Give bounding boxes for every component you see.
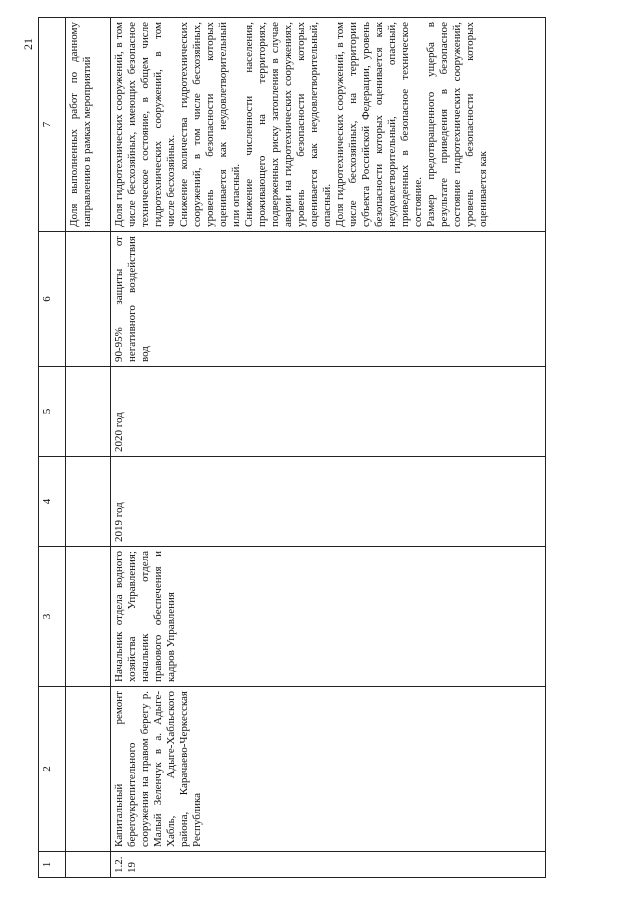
- cont-cell-indicator: Доля выполненных работ по данному направлению в рамках мероприятий: [66, 18, 111, 232]
- measure-name: Капитальный ремонт берегоукрепительного сооружения на правом берегу р. Малый Зеленчук в а. Адыге-Хабль, Адыге-Хабльского района, Карачаево-Черкесская Республика: [111, 687, 546, 852]
- start-year: 2019 год: [111, 457, 546, 547]
- measures-table: [38, 17, 546, 878]
- cont-cell-2: [66, 687, 111, 852]
- col-header-6: 6: [39, 232, 66, 367]
- cont-cell-1: [66, 852, 111, 878]
- col-header-7: 7: [39, 18, 66, 232]
- col-header-3: 3: [39, 547, 66, 687]
- cont-cell-5: [66, 367, 111, 457]
- indicator-text: Доля гидротехнических сооружений, в том числе бесхозяйных, имеющих безопасное техническое состояние, в общем числе гидротехнических сооружений, в том числе бесхозяйных.: [113, 22, 177, 227]
- page-number: 21: [21, 38, 35, 50]
- row-number: 1.2.19: [111, 852, 546, 878]
- responsible-executor: Начальник отдела водного хозяйства Управления; начальник отдела правового обеспечения и кадров Управления: [111, 547, 546, 687]
- expected-result: 90-95% защиты от негативного воздействия вод: [111, 232, 546, 367]
- table-row: [111, 18, 546, 878]
- cont-cell-3: [66, 547, 111, 687]
- col-header-2: 2: [39, 687, 66, 852]
- indicators-cell: [111, 18, 546, 232]
- col-header-5: 5: [39, 367, 66, 457]
- cont-cell-4: [66, 457, 111, 547]
- continuation-row: [66, 18, 111, 878]
- rotated-table-container: [38, 18, 538, 878]
- indicator-text: Размер предотвращенного ущерба в результате приведения в безопасное состояние гидротехнических сооружений, уровень безопасности которых оценивается как: [425, 22, 489, 227]
- indicator-text: Снижение численности населения, проживающего на территориях, подверженных риску затопления в случае аварии на гидротехнических сооружениях, уровень безопасности которых оценивается как неудовлетворительный, опасный.: [243, 22, 333, 227]
- col-header-4: 4: [39, 457, 66, 547]
- cont-cell-6: [66, 232, 111, 367]
- indicator-text: Снижение количества гидротехнических сооружений, в том числе бесхозяйных, уровень безопасности которых оценивается как неудовлетворительный или опасный.: [178, 22, 242, 227]
- end-year: 2020 год: [111, 367, 546, 457]
- column-number-row: [39, 18, 66, 878]
- indicator-text: Доля гидротехнических сооружений, в том числе бесхозяйных, на территории субъекта Российской Федерации, уровень безопасности которых оценивается как неудовлетворительный, опасный, приведенных в безопасное техническое состояние.: [334, 22, 424, 227]
- col-header-1: 1: [39, 852, 66, 878]
